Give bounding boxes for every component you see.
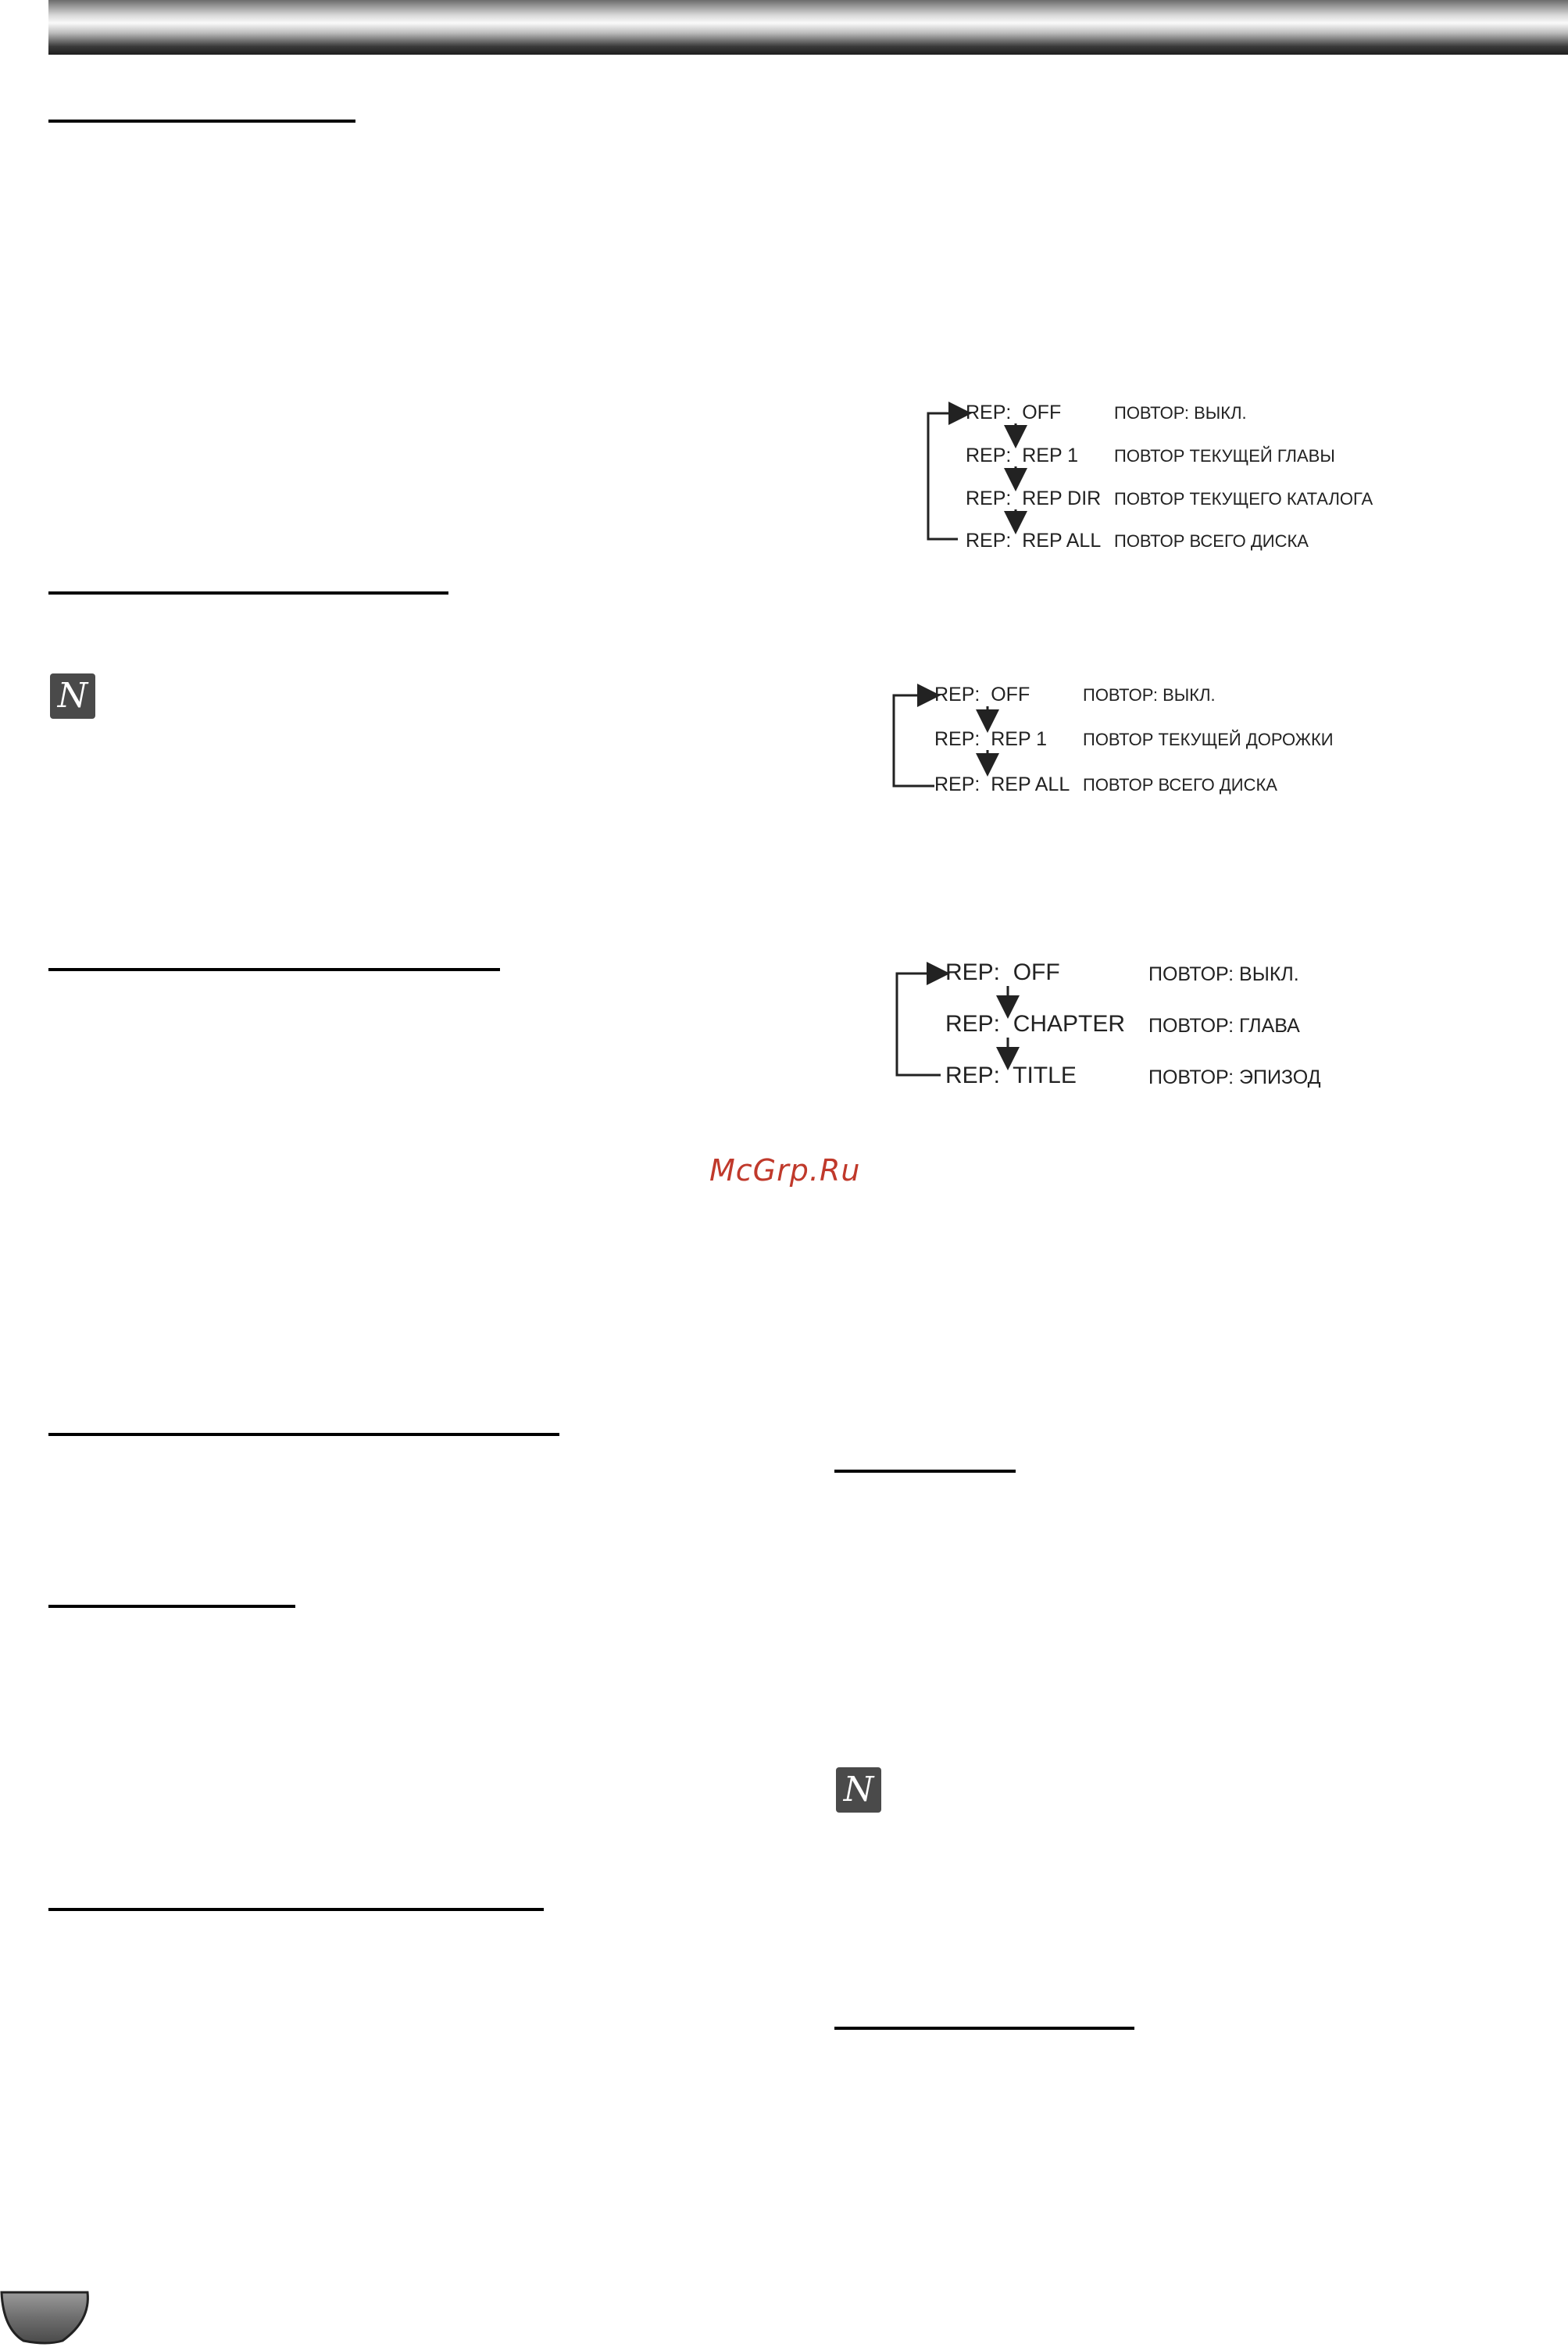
repeat-mode-description: ПОВТОР: ВЫКЛ. bbox=[1148, 963, 1299, 985]
repeat-mode-label: REP: REP DIR bbox=[966, 488, 1102, 509]
repeat-diagram-mp3 bbox=[922, 391, 1391, 563]
repeat-mode-description: ПОВТОР ТЕКУЩЕЙ ДОРОЖКИ bbox=[1083, 730, 1334, 749]
repeat-mode-description: ПОВТОР ТЕКУЩЕГО КАТАЛОГА bbox=[1114, 489, 1373, 509]
repeat-mode-label: REP: TITLE bbox=[945, 1063, 1077, 1088]
section-underline bbox=[834, 1470, 1016, 1473]
repeat-mode-label: REP: REP 1 bbox=[966, 445, 1079, 466]
section-underline bbox=[48, 591, 448, 595]
repeat-mode-label: REP: REP 1 bbox=[934, 728, 1048, 750]
section-underline bbox=[834, 2027, 1134, 2030]
repeat-diagram-cd bbox=[891, 672, 1359, 813]
repeat-mode-description: ПОВТОР ВСЕГО ДИСКА bbox=[1114, 531, 1309, 551]
repeat-mode-description: ПОВТОР: ГЛАВА bbox=[1148, 1015, 1300, 1037]
repeat-mode-label: REP: REP ALL bbox=[934, 773, 1070, 795]
repeat-mode-description: ПОВТОР: ВЫКЛ. bbox=[1114, 403, 1247, 423]
header-bar bbox=[48, 0, 1568, 55]
section-underline bbox=[48, 1433, 559, 1436]
repeat-mode-label: REP: OFF bbox=[934, 684, 1030, 706]
section-underline bbox=[48, 120, 355, 123]
repeat-mode-label: REP: CHAPTER bbox=[945, 1011, 1126, 1037]
repeat-mode-description: ПОВТОР ТЕКУЩЕЙ ГЛАВЫ bbox=[1114, 446, 1335, 466]
section-underline bbox=[48, 1908, 544, 1911]
watermark: McGrp.Ru bbox=[709, 1153, 861, 1188]
repeat-mode-description: ПОВТОР ВСЕГО ДИСКА bbox=[1083, 775, 1277, 795]
repeat-mode-label: REP: REP ALL bbox=[966, 530, 1102, 552]
page-number-tab bbox=[0, 2289, 92, 2347]
repeat-diagram-dvd bbox=[891, 953, 1359, 1109]
repeat-mode-label: REP: OFF bbox=[966, 402, 1062, 423]
note-icon: N bbox=[50, 673, 95, 719]
section-underline bbox=[48, 1605, 295, 1608]
repeat-mode-description: ПОВТОР: ЭПИЗОД bbox=[1148, 1066, 1321, 1088]
section-underline bbox=[48, 968, 500, 971]
note-icon: N bbox=[836, 1767, 881, 1813]
repeat-mode-label: REP: OFF bbox=[945, 959, 1060, 985]
repeat-mode-description: ПОВТОР: ВЫКЛ. bbox=[1083, 685, 1216, 705]
